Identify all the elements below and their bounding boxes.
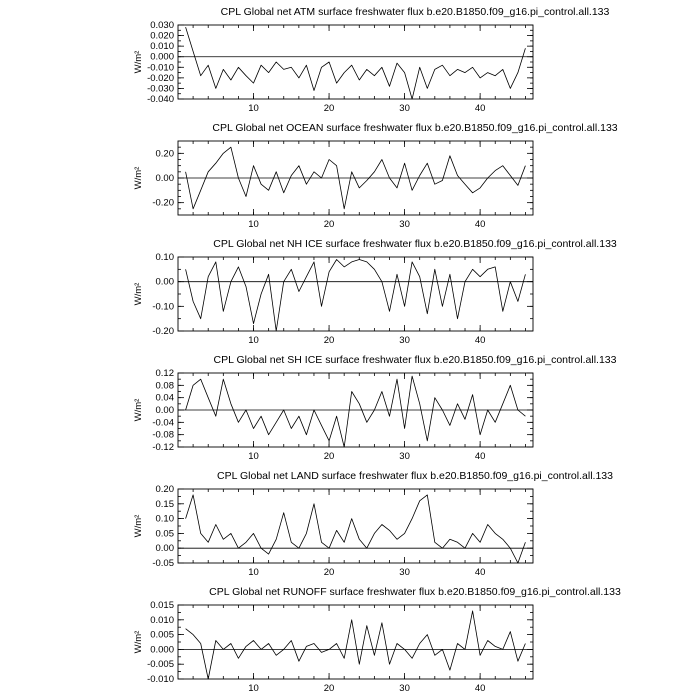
chart-title: CPL Global net ATM surface freshwater flux b.e20.B1850.f09_g16.pi_control.all.133 — [220, 6, 610, 18]
x-tick-label: 10 — [248, 219, 259, 230]
x-tick-label: 10 — [248, 451, 259, 462]
y-axis-label: W/m² — [133, 398, 144, 422]
x-tick-label: 20 — [323, 567, 335, 578]
y-tick-label: -0.040 — [147, 94, 174, 105]
x-tick-label: 20 — [323, 335, 335, 346]
plot-area — [0, 600, 700, 697]
y-tick-label: 0.015 — [150, 600, 174, 611]
plot-frame — [178, 25, 533, 99]
x-tick-label: 40 — [474, 451, 486, 462]
x-tick-label: 40 — [474, 335, 486, 346]
y-tick-label: -0.04 — [152, 417, 174, 429]
x-tick-label: 40 — [474, 683, 486, 694]
y-tick-label: -0.20 — [152, 326, 174, 337]
y-tick-label: -0.05 — [152, 558, 174, 569]
series-line — [186, 611, 526, 679]
y-tick-label: 0.005 — [150, 629, 174, 641]
chart-title: CPL Global net SH ICE surface freshwater flux b.e20.B1850.f09_g16.pi_control.all.133 — [213, 354, 617, 366]
y-tick-label: 0.15 — [155, 498, 174, 510]
y-tick-label: 0.000 — [150, 644, 174, 656]
x-tick-label: 40 — [474, 219, 486, 230]
series-line — [186, 260, 526, 332]
x-tick-label: 20 — [323, 451, 335, 462]
plot-area — [0, 484, 700, 581]
chart-panel-atm — [0, 4, 700, 120]
y-axis-label: W/m² — [133, 514, 144, 538]
x-tick-label: 40 — [474, 103, 486, 114]
y-tick-label: 0.20 — [155, 484, 174, 495]
y-tick-label: 0.10 — [155, 252, 174, 263]
series-line — [186, 495, 526, 563]
y-tick-label: 0.010 — [150, 41, 174, 53]
x-tick-label: 30 — [399, 451, 410, 462]
x-tick-label: 10 — [248, 103, 259, 114]
chart-title: CPL Global net OCEAN surface freshwater flux b.e20.B1850.f09_g16.pi_control.all.133 — [212, 122, 618, 134]
plot-area — [0, 368, 700, 465]
y-axis-label: W/m² — [133, 50, 144, 74]
chart-title: CPL Global net RUNOFF surface freshwater flux b.e20.B1850.f09_g16.pi_control.all.133 — [209, 586, 621, 598]
y-axis-label: W/m² — [133, 630, 144, 654]
chart-panel-runoff — [0, 584, 700, 700]
plot-area — [0, 252, 700, 349]
chart-title: CPL Global net LAND surface freshwater flux b.e20.B1850.f09_g16.pi_control.all.133 — [217, 470, 613, 482]
y-tick-label: 0.04 — [155, 392, 174, 404]
x-tick-label: 30 — [399, 219, 410, 230]
x-tick-label: 20 — [323, 683, 335, 694]
y-axis-label: W/m² — [133, 166, 144, 190]
chart-title: CPL Global net NH ICE surface freshwater flux b.e20.B1850.f09_g16.pi_control.all.133 — [213, 238, 617, 250]
y-tick-label: 0.00 — [155, 276, 174, 288]
y-tick-label: -0.12 — [152, 442, 174, 453]
plot-area — [0, 136, 700, 233]
chart-panel-sh-ice — [0, 352, 700, 468]
x-tick-label: 10 — [248, 683, 259, 694]
y-tick-label: 0.020 — [150, 30, 174, 42]
y-tick-label: -0.08 — [152, 429, 174, 441]
x-tick-label: 30 — [399, 103, 410, 114]
y-tick-label: -0.20 — [152, 197, 174, 209]
x-tick-label: 20 — [323, 103, 335, 114]
y-tick-label: -0.010 — [147, 62, 174, 74]
plot-frame — [178, 257, 533, 331]
y-tick-label: 0.10 — [155, 513, 174, 525]
x-tick-label: 20 — [323, 219, 335, 230]
y-tick-label: -0.005 — [147, 659, 174, 671]
y-tick-label: 0.030 — [150, 20, 174, 31]
x-tick-label: 30 — [399, 683, 410, 694]
series-line — [186, 376, 526, 447]
y-tick-label: 0.20 — [155, 148, 174, 160]
y-tick-label: 0.010 — [150, 614, 174, 626]
y-tick-label: -0.10 — [152, 301, 174, 313]
y-tick-label: 0.12 — [155, 368, 174, 379]
plot-frame — [178, 489, 533, 563]
y-tick-label: 0.08 — [155, 380, 174, 392]
x-tick-label: 10 — [248, 567, 259, 578]
chart-panel-ocean — [0, 120, 700, 236]
y-tick-label: -0.020 — [147, 72, 174, 84]
y-axis-label: W/m² — [133, 282, 144, 306]
y-tick-label: 0.00 — [155, 543, 174, 555]
x-tick-label: 10 — [248, 335, 259, 346]
series-line — [186, 27, 526, 99]
y-tick-label: 0.00 — [155, 405, 174, 416]
plot-area — [0, 20, 700, 117]
x-tick-label: 30 — [399, 567, 410, 578]
y-tick-label: 0.000 — [150, 51, 174, 63]
chart-panel-nh-ice — [0, 236, 700, 352]
x-tick-label: 30 — [399, 335, 410, 346]
y-tick-label: -0.010 — [147, 674, 174, 685]
chart-panel-land — [0, 468, 700, 584]
y-tick-label: -0.030 — [147, 83, 174, 95]
x-tick-label: 40 — [474, 567, 486, 578]
y-tick-label: 0.00 — [155, 173, 174, 184]
y-tick-label: 0.05 — [155, 528, 174, 540]
